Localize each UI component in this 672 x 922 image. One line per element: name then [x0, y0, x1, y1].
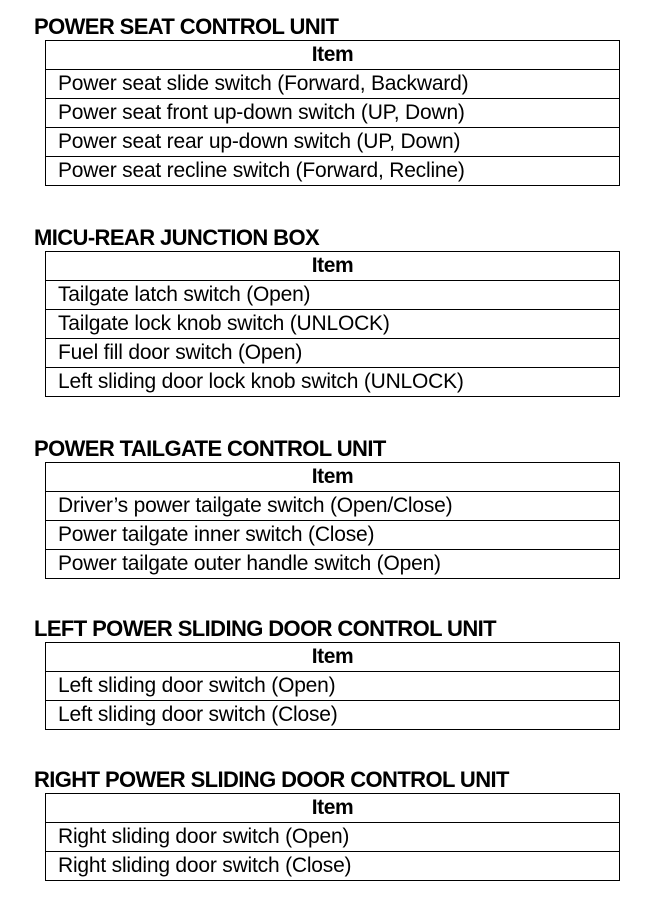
section-power-tailgate-control-unit — [34, 436, 654, 579]
table-cell: Right sliding door switch (Open) — [46, 823, 620, 852]
table-row — [46, 492, 620, 521]
table-row — [46, 550, 620, 579]
table-cell: Tailgate lock knob switch (UNLOCK) — [46, 310, 620, 339]
section-title: MICU-REAR JUNCTION BOX — [34, 225, 320, 250]
table-row — [46, 99, 620, 128]
table-header-row — [46, 643, 620, 672]
table-header-row — [46, 252, 620, 281]
section-title: RIGHT POWER SLIDING DOOR CONTROL UNIT — [34, 767, 509, 792]
table-cell: Driver’s power tailgate switch (Open/Close) — [46, 492, 620, 521]
item-table — [45, 793, 620, 881]
table-row — [46, 823, 620, 852]
section-micu-rear-junction-box — [34, 225, 654, 397]
item-table — [45, 462, 620, 579]
table-row — [46, 701, 620, 730]
column-header-item: Item — [46, 252, 620, 281]
table-header-row — [46, 41, 620, 70]
column-header-item: Item — [46, 41, 620, 70]
table-cell: Power seat front up-down switch (UP, Down) — [46, 99, 620, 128]
section-left-power-sliding-door-control-unit — [34, 616, 654, 730]
section-right-power-sliding-door-control-unit — [34, 767, 654, 881]
table-row — [46, 157, 620, 186]
table-cell: Tailgate latch switch (Open) — [46, 281, 620, 310]
column-header-item: Item — [46, 643, 620, 672]
table-cell: Left sliding door lock knob switch (UNLOCK) — [46, 368, 620, 397]
table-header-row — [46, 463, 620, 492]
table-cell: Left sliding door switch (Close) — [46, 701, 620, 730]
column-header-item: Item — [46, 794, 620, 823]
table-row — [46, 852, 620, 881]
table-cell: Power tailgate outer handle switch (Open) — [46, 550, 620, 579]
item-table — [45, 642, 620, 730]
table-row — [46, 339, 620, 368]
table-cell: Power seat slide switch (Forward, Backward) — [46, 70, 620, 99]
table-row — [46, 521, 620, 550]
table-cell: Fuel fill door switch (Open) — [46, 339, 620, 368]
table-cell: Power seat rear up-down switch (UP, Down) — [46, 128, 620, 157]
item-table — [45, 251, 620, 397]
table-row — [46, 368, 620, 397]
table-cell: Power seat recline switch (Forward, Recline) — [46, 157, 620, 186]
table-cell: Power tailgate inner switch (Close) — [46, 521, 620, 550]
table-cell: Left sliding door switch (Open) — [46, 672, 620, 701]
table-row — [46, 128, 620, 157]
section-title: LEFT POWER SLIDING DOOR CONTROL UNIT — [34, 616, 496, 641]
table-row — [46, 310, 620, 339]
column-header-item: Item — [46, 463, 620, 492]
table-cell: Right sliding door switch (Close) — [46, 852, 620, 881]
section-power-seat-control-unit — [34, 14, 654, 186]
section-title: POWER SEAT CONTROL UNIT — [34, 14, 339, 39]
table-row — [46, 672, 620, 701]
table-row — [46, 281, 620, 310]
section-title: POWER TAILGATE CONTROL UNIT — [34, 436, 386, 461]
table-header-row — [46, 794, 620, 823]
table-row — [46, 70, 620, 99]
item-table — [45, 40, 620, 186]
